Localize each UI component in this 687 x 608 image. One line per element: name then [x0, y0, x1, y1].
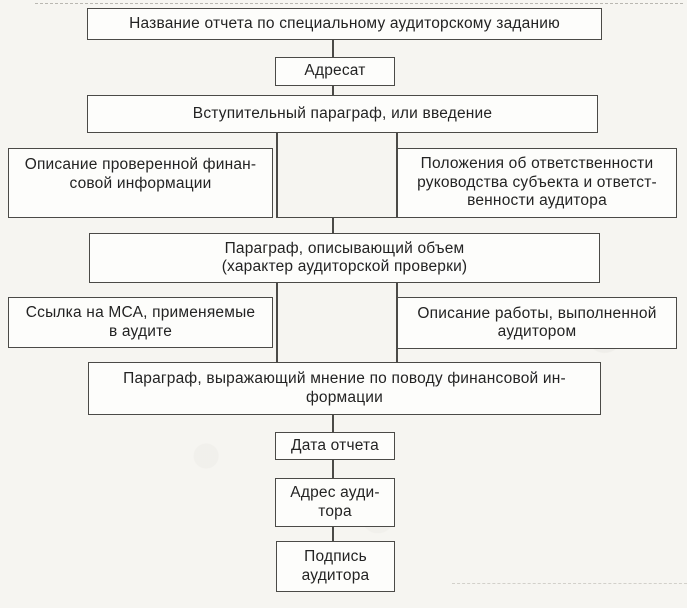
node-auditor-address-line: тора: [318, 502, 352, 520]
node-work-description-line: аудитором: [497, 323, 577, 340]
node-intro-paragraph: [87, 95, 598, 133]
node-report-title: [87, 8, 602, 40]
node-work-description-line: Описание работы, выполненной: [417, 304, 657, 322]
node-scope-paragraph: [89, 233, 600, 283]
node-auditor-signature: [276, 541, 395, 592]
connector-address-to-signature: [332, 527, 334, 541]
node-financial-info-description: [8, 148, 273, 218]
node-responsibility-line: руководства субъекта и ответст-: [417, 173, 657, 191]
connector-addressee-to-intro: [332, 86, 334, 95]
node-report-title-text: Название отчета по специальному аудиторскому заданию: [129, 14, 560, 32]
node-report-date-text: Дата отчета: [291, 436, 379, 454]
node-financial-info-line: совой информации: [69, 174, 212, 192]
node-auditor-address-line: Адрес ауди-: [290, 484, 380, 501]
connector-gap2-left: [276, 283, 278, 362]
scan-artifact-top-line: [35, 3, 683, 4]
node-isa-reference-line: Ссылка на МСА, применяемые: [25, 304, 256, 321]
node-addressee: [275, 57, 395, 86]
node-responsibility-line: Положения об ответственности: [420, 155, 654, 173]
node-work-description: [397, 297, 677, 349]
node-financial-info-line: Описание проверенной финан-: [24, 156, 257, 173]
connector-date-to-address: [332, 460, 334, 478]
node-report-date: [275, 432, 395, 460]
node-isa-reference: [8, 297, 273, 348]
node-isa-reference-line: в аудите: [108, 322, 173, 340]
node-auditor-signature-line: Подпись: [304, 548, 367, 565]
node-addressee-text: Адресат: [304, 62, 366, 80]
node-intro-paragraph-text: Вступительный параграф, или введение: [192, 104, 493, 122]
node-opinion-paragraph: [88, 362, 601, 415]
node-auditor-address: [275, 478, 395, 527]
node-responsibility-line: венности аудитора: [467, 192, 607, 210]
connector-gap1-to-scope: [332, 218, 334, 233]
connector-gap1-left: [276, 133, 278, 218]
connector-gap1-bottom: [276, 217, 397, 219]
node-responsibility-provisions: [397, 148, 677, 218]
node-opinion-line: формации: [305, 388, 384, 406]
node-scope-line: (характер аудиторской проверки): [221, 258, 468, 275]
connector-opinion-to-date: [332, 415, 334, 432]
node-scope-line: Параграф, описывающий объем: [224, 239, 465, 257]
node-opinion-line: Параграф, выражающий мнение по поводу финансовой ин-: [123, 370, 566, 387]
node-auditor-signature-line: аудитора: [301, 566, 370, 584]
scan-artifact-bottom-line: [452, 583, 687, 584]
connector-title-to-addressee: [332, 40, 334, 57]
